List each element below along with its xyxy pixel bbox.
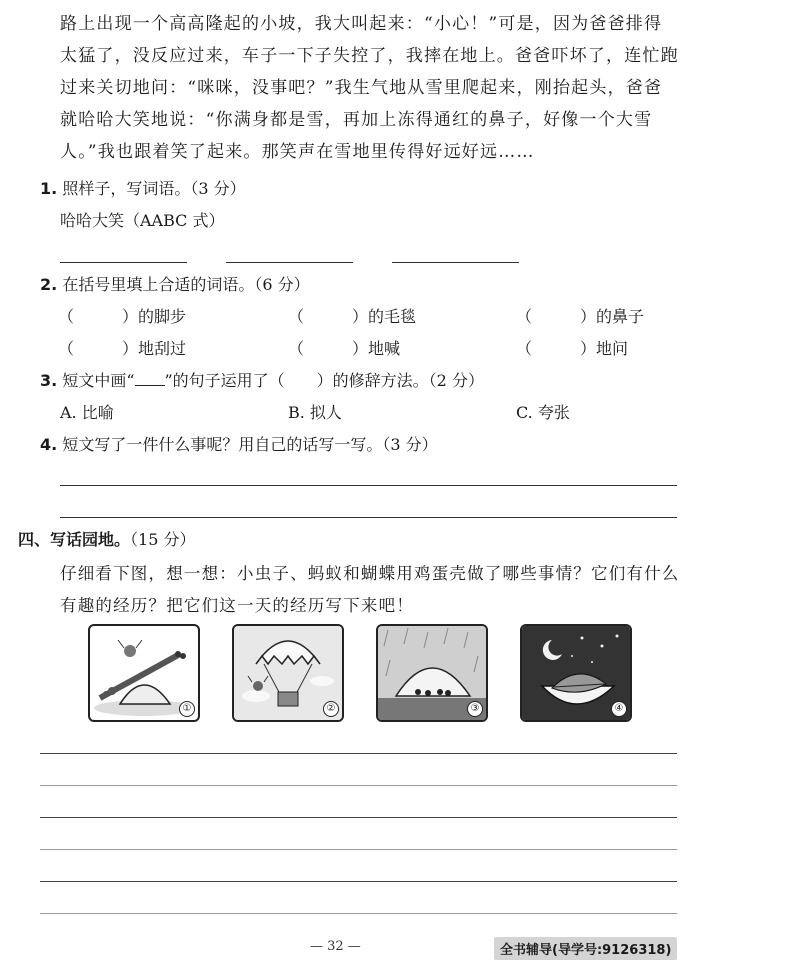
eggshell-rain-shelter-icon — [376, 624, 488, 722]
question-4 — [40, 432, 438, 455]
question-2-text: 在括号里填上合适的词语。（6 分） — [62, 275, 310, 294]
picture-number: ② — [323, 701, 339, 717]
question-3: 3. 短文中画“ ”的句子运用了（ ）的修辞方法。（2 分） — [40, 371, 484, 390]
fill-item[interactable]: （ ）地刮过 — [58, 339, 187, 358]
picture-number: ① — [179, 701, 195, 717]
section-4-heading: 四、写话园地。（15 分） — [18, 530, 196, 549]
question-1-number: 1. — [40, 179, 58, 198]
writing-line[interactable] — [40, 881, 677, 882]
passage-text: 路上出现一个高高隆起的小坡，我大叫起来：“小心！”可是，因为爸爸排得太猛了，没反应过来，车子一下子失控了，我摔在地上。爸爸吓坏了，连忙跑过来关切地问：“咪咪，没事吧？”我生气地从雪里爬起来，刚抬起头，爸爸就哈哈大笑地说：“你满身都是雪，再加上冻得通红的鼻子，好像一个大雪人。”我也跟着笑了起来。那笑声在雪地里传得好远好远…… — [60, 14, 679, 162]
section-4-instruction: 仔细看下图，想一想：小虫子、蚂蚁和蝴蝶用鸡蛋壳做了哪些事情？它们有什么有趣的经历？把它们这一天的经历写下来吧！ — [60, 564, 680, 615]
option-b[interactable]: B. 拟人 — [288, 403, 342, 422]
picture-number: ③ — [467, 701, 483, 717]
eggshell-night-bed-icon — [520, 624, 632, 722]
answer-blank-2[interactable] — [226, 262, 353, 263]
eggshell-hot-air-balloon-icon — [232, 624, 344, 722]
seesaw-eggshell-icon — [88, 624, 200, 722]
answer-blank-1[interactable] — [60, 262, 187, 263]
guide-badge: 全书辅导(导学号:9126318) — [494, 937, 677, 960]
option-c[interactable]: C. 夸张 — [516, 403, 570, 422]
writing-line[interactable] — [40, 849, 677, 850]
question-3-number: 3. — [40, 371, 58, 390]
fill-item[interactable]: （ ）的毛毯 — [288, 307, 417, 326]
option-a[interactable]: A. 比喻 — [60, 403, 114, 422]
question-4-number: 4. — [40, 435, 58, 454]
fill-item[interactable]: （ ）的鼻子 — [516, 307, 645, 326]
answer-blank-3[interactable] — [392, 262, 519, 263]
writing-line[interactable] — [40, 785, 677, 786]
fill-item[interactable]: （ ）地问 — [516, 339, 629, 358]
answer-line[interactable] — [60, 517, 677, 518]
writing-line[interactable] — [40, 913, 677, 914]
fill-item[interactable]: （ ）地喊 — [288, 339, 401, 358]
answer-line[interactable] — [60, 485, 677, 486]
writing-line[interactable] — [40, 817, 677, 818]
page-number: — 32 — — [310, 939, 361, 954]
underline-marker — [135, 373, 165, 386]
question-1-text: 照样子，写词语。（3 分） — [62, 179, 246, 198]
fill-item[interactable]: （ ）的脚步 — [58, 307, 187, 326]
question-1-example: 哈哈大笑（AABC 式） — [60, 211, 225, 230]
question-4-text: 短文写了一件什么事呢？用自己的话写一写。（3 分） — [62, 435, 438, 454]
picture-number: ④ — [611, 701, 627, 717]
writing-line[interactable] — [40, 753, 677, 754]
question-1 — [40, 176, 246, 199]
question-2-number: 2. — [40, 275, 58, 294]
question-2 — [40, 272, 310, 295]
